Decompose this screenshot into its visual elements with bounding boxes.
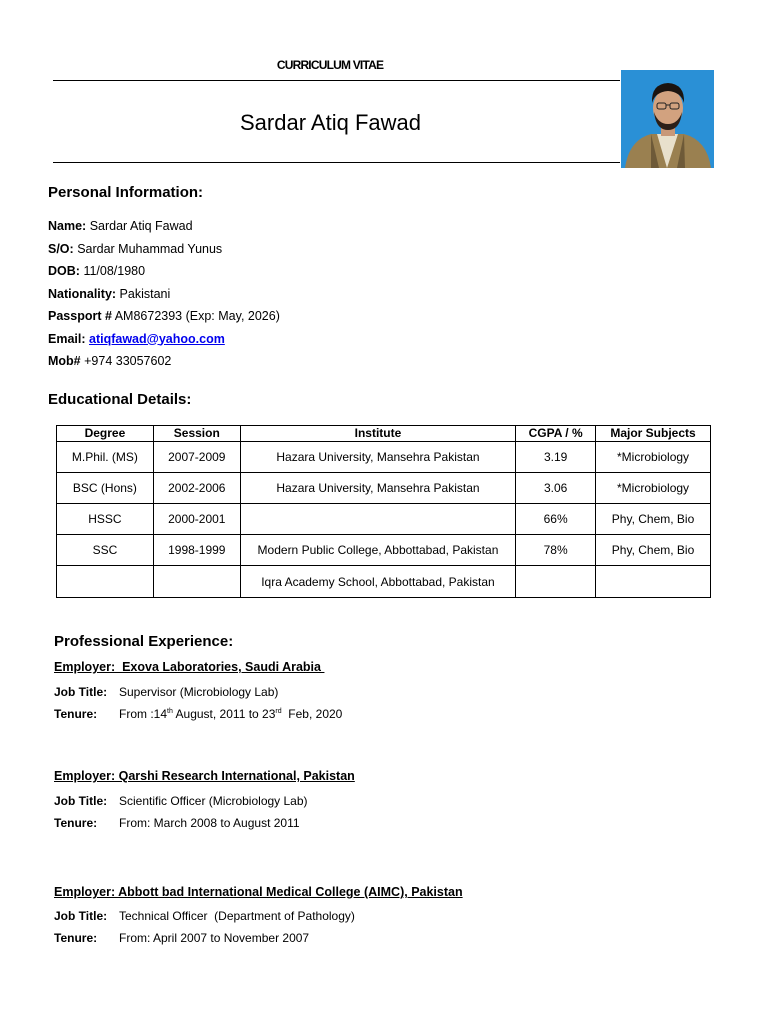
table-cell: 78% <box>516 535 596 566</box>
candidate-name-title: Sardar Atiq Fawad <box>240 110 421 135</box>
tenure-value: From: March 2008 to August 2011 <box>119 816 300 830</box>
column-header: Degree <box>57 426 154 442</box>
table-cell: BSC (Hons) <box>57 473 154 504</box>
employer-title: Employer: Abbott bad International Medical College (AIMC), Pakistan <box>54 885 463 899</box>
field-label: Passport # <box>48 309 112 323</box>
email-link[interactable]: atiqfawad@yahoo.com <box>89 331 225 346</box>
header-divider-bottom <box>53 162 620 163</box>
field-label: Mob# <box>48 354 81 368</box>
job-title-label: Job Title: <box>54 685 108 699</box>
tenure-part: August, 2011 to 23 <box>172 707 276 721</box>
table-cell: Modern Public College, Abbottabad, Pakistan <box>240 535 515 566</box>
table-cell: M.Phil. (MS) <box>57 442 154 473</box>
job-title-line <box>54 909 654 925</box>
field-label: S/O: <box>48 241 74 256</box>
field-label: Email: <box>48 331 86 346</box>
job-title-line <box>54 794 654 810</box>
table-cell: 2000-2001 <box>153 504 240 535</box>
tenure-label: Tenure: <box>54 816 98 830</box>
field-value: 11/08/1980 <box>83 264 146 278</box>
table-cell: 1998-1999 <box>153 535 240 566</box>
field-value: Pakistani <box>119 286 171 301</box>
table-cell <box>596 566 711 598</box>
field-name <box>48 215 280 238</box>
table-cell: 2007-2009 <box>153 442 240 473</box>
field-nationality <box>48 283 280 306</box>
tenure-label: Tenure: <box>54 931 98 945</box>
field-dob <box>48 260 280 283</box>
table-cell: Phy, Chem, Bio <box>596 504 711 535</box>
column-header: Major Subjects <box>596 426 711 442</box>
table-cell: SSC <box>57 535 154 566</box>
profile-photo <box>621 70 714 168</box>
field-passport <box>48 305 280 328</box>
field-mobile <box>48 350 280 373</box>
field-value: AM8672393 (Exp: May, 2026) <box>114 309 280 323</box>
job-title-value: Supervisor (Microbiology Lab) <box>119 685 279 699</box>
field-label: Nationality: <box>48 286 117 301</box>
experience-heading: Professional Experience: <box>54 633 234 650</box>
field-label: Name: <box>48 219 87 233</box>
table-row <box>57 473 711 504</box>
field-label: DOB: <box>48 264 80 278</box>
table-cell: *Microbiology <box>596 442 711 473</box>
field-value: +974 33057602 <box>84 354 172 368</box>
cv-heading: CURRICULUM VITAE <box>276 58 384 72</box>
table-row <box>57 535 711 566</box>
tenure-line <box>54 816 654 832</box>
table-cell <box>153 566 240 598</box>
table-cell <box>57 566 154 598</box>
employer-title: Employer: Qarshi Research International, Pakistan <box>54 769 355 783</box>
table-cell: 66% <box>516 504 596 535</box>
table-cell: Phy, Chem, Bio <box>596 535 711 566</box>
tenure-value <box>119 707 342 721</box>
table-cell: Hazara University, Mansehra Pakistan <box>240 442 515 473</box>
tenure-label: Tenure: <box>54 707 98 721</box>
job-title-label: Job Title: <box>54 909 108 923</box>
field-value: Sardar Muhammad Yunus <box>77 241 223 256</box>
table-row <box>57 566 711 598</box>
table-cell: HSSC <box>57 504 154 535</box>
tenure-part: From :14 <box>119 707 168 721</box>
employer-title: Employer: Exova Laboratories, Saudi Arabia <box>54 660 325 674</box>
tenure-ordinal: th <box>167 708 173 715</box>
tenure-value: From: April 2007 to November 2007 <box>119 931 310 945</box>
table-cell: 3.06 <box>516 473 596 504</box>
table-cell: *Microbiology <box>596 473 711 504</box>
table-header-row <box>57 426 711 442</box>
table-cell: 3.19 <box>516 442 596 473</box>
field-father-name <box>48 238 280 261</box>
job-title-value: Technical Officer (Department of Pathology) <box>119 909 355 923</box>
table-cell: Iqra Academy School, Abbottabad, Pakistan <box>240 566 515 598</box>
table-row <box>57 504 711 535</box>
field-email <box>48 328 280 351</box>
table-row <box>57 442 711 473</box>
job-title-label: Job Title: <box>54 794 108 808</box>
job-title-value: Scientific Officer (Microbiology Lab) <box>119 794 308 808</box>
personal-info-heading: Personal Information: <box>48 184 204 201</box>
education-table <box>56 425 711 598</box>
job-title-line <box>54 685 654 701</box>
table-cell <box>516 566 596 598</box>
table-cell: 2002-2006 <box>153 473 240 504</box>
tenure-ordinal: rd <box>275 708 282 715</box>
table-cell: Hazara University, Mansehra Pakistan <box>240 473 515 504</box>
table-cell <box>240 504 515 535</box>
field-value: Sardar Atiq Fawad <box>89 219 193 233</box>
tenure-line <box>54 707 654 723</box>
tenure-part: Feb, 2020 <box>281 707 343 721</box>
column-header: Session <box>153 426 240 442</box>
tenure-line <box>54 931 654 947</box>
column-header: Institute <box>240 426 515 442</box>
personal-info-list <box>48 215 280 373</box>
education-heading: Educational Details: <box>48 391 192 408</box>
header-divider-top <box>53 80 620 81</box>
column-header: CGPA / % <box>516 426 596 442</box>
